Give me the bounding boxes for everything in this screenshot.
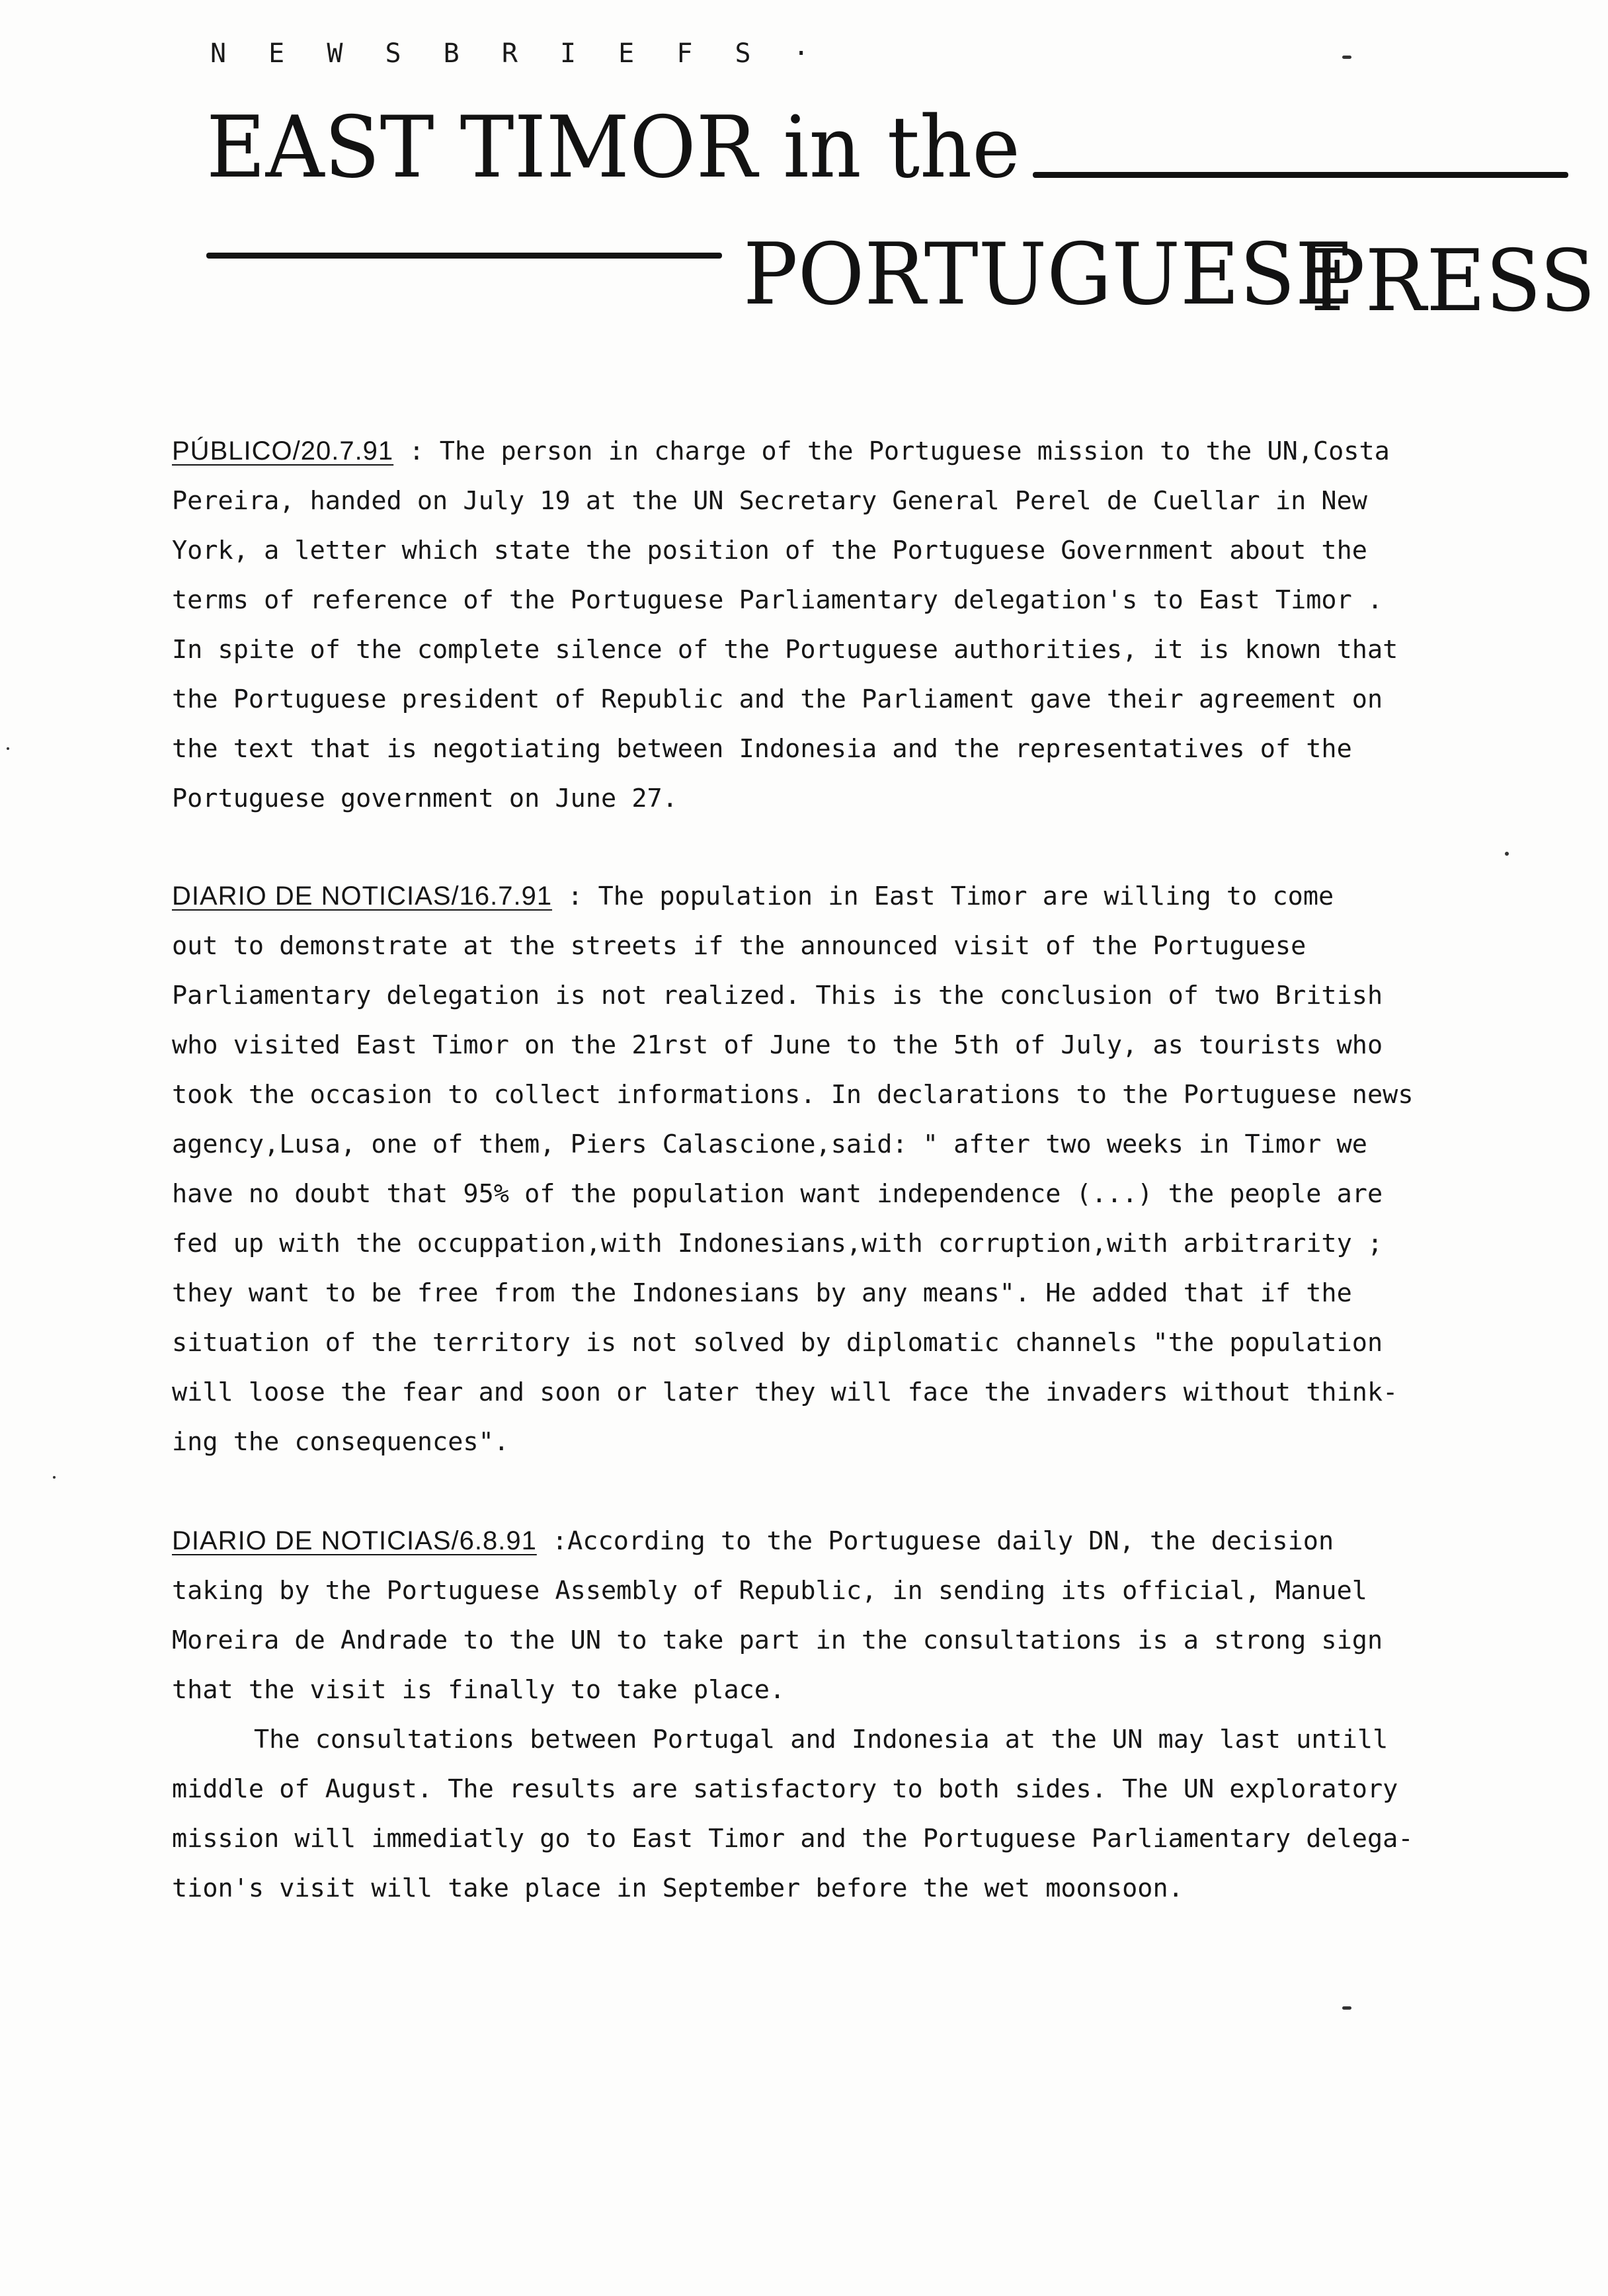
news-line: out to demonstrate at the streets if the announced visit of the Portuguese — [172, 931, 1306, 961]
scan-speck — [1505, 852, 1509, 856]
title-rule-right — [1033, 172, 1568, 178]
title-east-timor: EAST TIMOR in the — [206, 99, 1021, 197]
scan-speck — [53, 1476, 56, 1479]
scan-speck — [1342, 56, 1351, 59]
news-line: Moreira de Andrade to the UN to take part in the consultations is a strong sign — [172, 1625, 1383, 1655]
news-line: situation of the territory is not solved by diplomatic channels "the population — [172, 1328, 1383, 1358]
newsbriefs-kicker: N E W S B R I E F S · — [210, 38, 823, 69]
news-line: middle of August. The results are satisfactory to both sides. The UN exploratory — [172, 1774, 1398, 1804]
news-line: tion's visit will take place in September before the wet moonsoon. — [172, 1873, 1184, 1903]
news-line: fed up with the occuppation,with Indonesians,with corruption,with arbitrarity ; — [172, 1229, 1383, 1258]
news-line: who visited East Timor on the 21rst of June to the 5th of July, as tourists who — [172, 1030, 1383, 1060]
news-line: Parliamentary delegation is not realized. This is the conclusion of two British — [172, 981, 1383, 1010]
news-line: that the visit is finally to take place. — [172, 1675, 785, 1705]
news-line: In spite of the complete silence of the Portuguese authorities, it is known that — [172, 635, 1398, 665]
title-line-1 — [206, 99, 1568, 205]
news-line: DIARIO DE NOTICIAS/16.7.91 : The population in East Timor are willing to come — [172, 882, 1334, 911]
news-line: York, a letter which state the position of the Portuguese Government about the — [172, 536, 1367, 565]
news-line: Portuguese government on June 27. — [172, 784, 678, 813]
news-line: have no doubt that 95% of the population want independence (...) the people are — [172, 1179, 1383, 1209]
news-line: the text that is negotiating between Indonesia and the representatives of the — [172, 734, 1352, 764]
scan-speck — [7, 747, 9, 750]
news-line: DIARIO DE NOTICIAS/6.8.91 :According to the Portuguese daily DN, the decision — [172, 1526, 1334, 1556]
news-line: agency,Lusa, one of them, Piers Calascione,said: " after two weeks in Timor we — [172, 1129, 1367, 1159]
title-line-2 — [206, 218, 1596, 331]
scan-speck — [1342, 2006, 1351, 2010]
news-line: taking by the Portuguese Assembly of Republic, in sending its official, Manuel — [172, 1576, 1367, 1606]
news-line: mission will immediatly go to East Timor and the Portuguese Parliamentary delega- — [172, 1824, 1414, 1854]
news-line: the Portuguese president of Republic and the Parliament gave their agreement on — [172, 684, 1383, 714]
news-item-diario-6-8 — [172, 1516, 1521, 1913]
news-item-publico — [172, 427, 1521, 823]
title-portuguese: PORTUGUESE — [743, 226, 1355, 324]
news-item-diario-16-7 — [172, 872, 1521, 1467]
source-citation: PÚBLICO/20.7.91 — [172, 436, 394, 466]
news-line: will loose the fear and soon or later they will face the invaders without think- — [172, 1377, 1398, 1407]
news-line: Pereira, handed on July 19 at the UN Secretary General Perel de Cuellar in New — [172, 486, 1367, 516]
news-line: The consultations between Portugal and Indonesia at the UN may last untill — [254, 1725, 1388, 1754]
news-line: took the occasion to collect informations. In declarations to the Portuguese news — [172, 1080, 1414, 1110]
source-citation: DIARIO DE NOTICIAS/16.7.91 — [172, 882, 553, 911]
news-line: PÚBLICO/20.7.91 : The person in charge of the Portuguese mission to the UN,Costa — [172, 436, 1390, 466]
news-line: terms of reference of the Portuguese Parliamentary delegation's to East Timor . — [172, 585, 1383, 615]
source-citation: DIARIO DE NOTICIAS/6.8.91 — [172, 1526, 537, 1555]
title-press: PRESS — [1310, 232, 1596, 331]
title-rule-left — [206, 253, 722, 259]
news-line: ing the consequences". — [172, 1427, 509, 1457]
news-line: they want to be free from the Indonesians by any means". He added that if the — [172, 1278, 1352, 1308]
